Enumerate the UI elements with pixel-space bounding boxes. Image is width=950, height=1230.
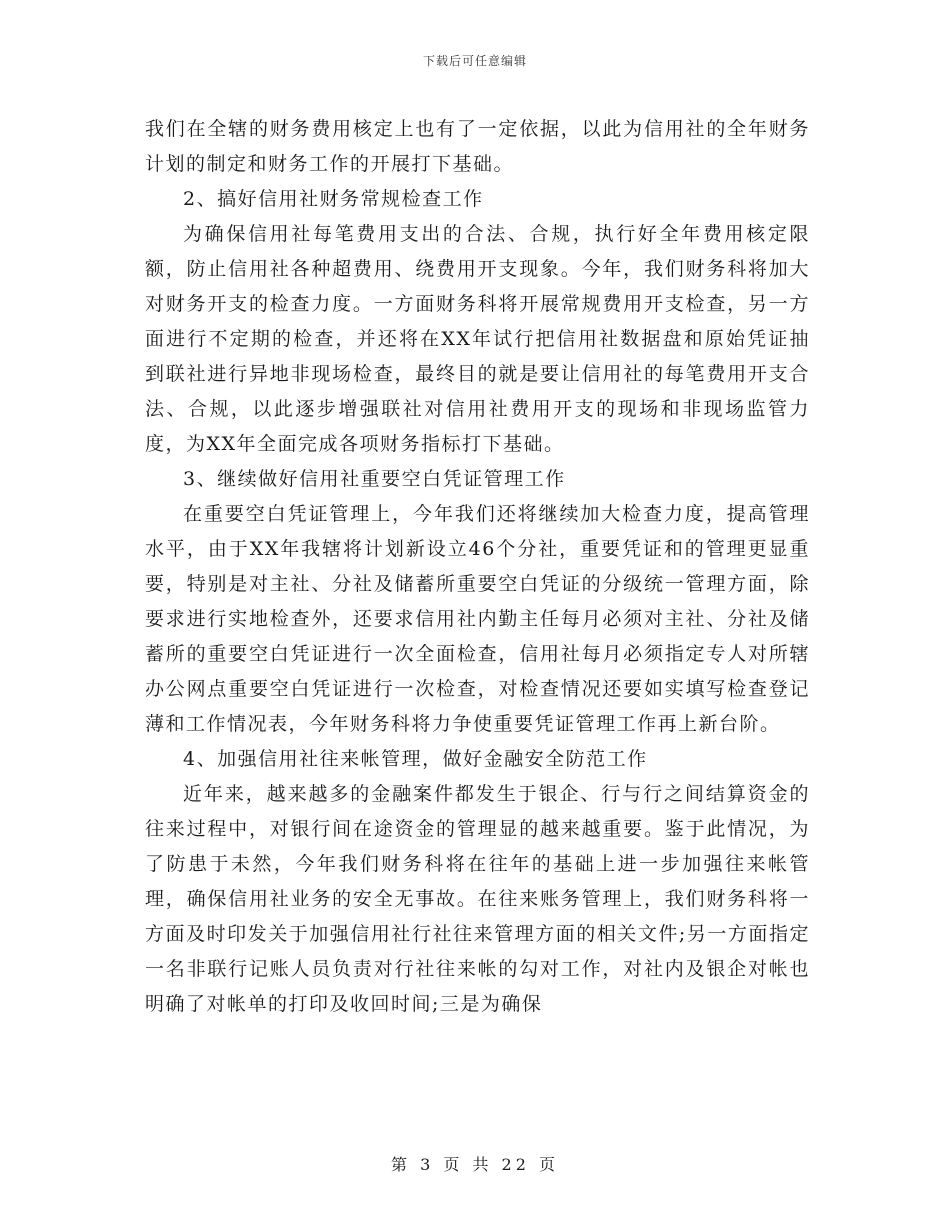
paragraph-continuation: 我们在全辖的财务费用核定上也有了一定依据，以此为信用社的全年财务计划的制定和财务工作的开展打下基础。 (145, 118, 810, 175)
document-body (145, 112, 810, 1022)
page-number-footer: 第 3 页 共 22 页 (391, 1155, 559, 1174)
page-header: 下载后可任意编辑 (422, 54, 527, 68)
section-heading-4: 4、加强信用社往来帐管理，做好金融安全防范工作 (183, 748, 648, 770)
paragraph-body: 为确保信用社每笔费用支出的合法、合规，执行好全年费用核定限额，防止信用社各种超费用、绕费用开支现象。今年，我们财务科将加大对财务开支的检查力度。一方面财务科将开展常规费用开支检查，另一方面进行不定期的检查，并还将在XX年试行把信用社数据盘和原始凭证抽到联社进行异地非现场检查，最终目的就是要让信用社的每笔费用开支合法、合规，以此逐步增强联社对信用社费用开支的现场和非现场监管力度，为XX年全面完成各项财务指标打下基础。 (145, 223, 810, 455)
paragraph-body: 近年来，越来越多的金融案件都发生于银企、行与行之间结算资金的往来过程中，对银行间在途资金的管理显的越来越重要。鉴于此情况，为了防患于未然，今年我们财务科将在往年的基础上进一步加强往来帐管理，确保信用社业务的安全无事故。在往来账务管理上，我们财务科将一方面及时印发关于加强信用社行社往来管理方面的相关文件;另一方面指定一名非联行记账人员负责对行社往来帐的勾对工作，对社内及银企对帐也明确了对帐单的打印及收回时间;三是为确保 (145, 783, 810, 1015)
section-heading-2: 2、搞好信用社财务常规检查工作 (183, 188, 484, 210)
section-heading-3: 3、继续做好信用社重要空白凭证管理工作 (183, 468, 566, 490)
paragraph-body: 在重要空白凭证管理上，今年我们还将继续加大检查力度，提高管理水平，由于XX年我辖将计划新设立46个分社，重要凭证和的管理更显重要，特别是对主社、分社及储蓄所重要空白凭证的分级统一管理方面，除要求进行实地检查外，还要求信用社内勤主任每月必须对主社、分社及储蓄所的重要空白凭证进行一次全面检查，信用社每月必须指定专人对所辖办公网点重要空白凭证进行一次检查，对检查情况还要如实填写检查登记薄和工作情况表，今年财务科将力争使重要凭证管理工作再上新台阶。 (145, 503, 810, 735)
